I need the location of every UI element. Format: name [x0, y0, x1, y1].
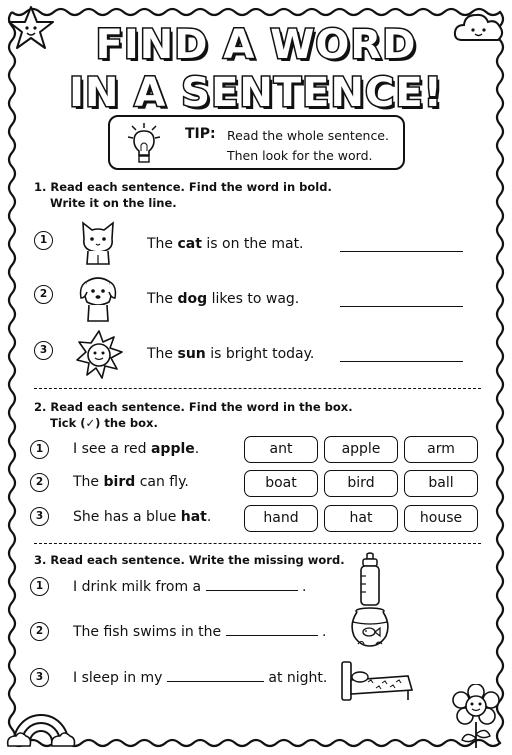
item-number: 1 [34, 231, 53, 250]
tip-line-2: Then look for the word. [227, 148, 373, 163]
tip-line-1: Read the whole sentence. [227, 128, 389, 143]
section-divider [34, 543, 481, 544]
sentence-1-3: The sun is bright today. [147, 346, 315, 362]
choice-box[interactable]: boat [244, 470, 318, 497]
tip-box [108, 115, 405, 170]
choice-box[interactable]: bird [324, 470, 398, 497]
section1-heading [34, 179, 332, 211]
sentence-3-2: The fish swims in the . [73, 624, 327, 640]
section2-heading-line-2: Tick (✓) the box. [50, 416, 158, 430]
choice-box[interactable]: hand [244, 505, 318, 532]
fill-in-blank[interactable] [226, 623, 318, 636]
choice-box[interactable]: ball [404, 470, 478, 497]
smiling-flower-icon [448, 684, 504, 750]
item-number: 1 [30, 440, 49, 459]
choice-box[interactable]: ant [244, 436, 318, 463]
tip-text [227, 126, 389, 166]
item-number: 3 [30, 668, 49, 687]
title-line-2: IN A SENTENCE! [69, 70, 443, 116]
choice-box[interactable]: arm [404, 436, 478, 463]
sentence-3-1: I drink milk from a . [73, 579, 307, 595]
sentence-2-2: The bird can fly. [73, 474, 189, 490]
section2-heading [34, 399, 353, 431]
lightbulb-icon [124, 121, 164, 165]
fishbowl-icon [348, 606, 392, 648]
section1-heading-line-2: Write it on the line. [50, 196, 177, 210]
item-number: 3 [30, 507, 49, 526]
sentence-2-1: I see a red apple. [73, 441, 200, 457]
answer-line[interactable] [340, 251, 463, 252]
cat-icon [76, 217, 120, 267]
choice-box[interactable]: hat [324, 505, 398, 532]
item-number: 3 [34, 341, 53, 360]
rainbow-icon [6, 690, 76, 750]
section3-heading: 3. Read each sentence. Write the missing word. [34, 553, 345, 567]
fill-in-blank[interactable] [206, 578, 298, 591]
bed-icon [338, 660, 416, 702]
answer-line[interactable] [340, 361, 463, 362]
section-divider [34, 388, 481, 389]
item-number: 2 [30, 622, 49, 641]
title-line-1: FIND A WORD [95, 22, 417, 68]
dog-icon [76, 272, 120, 324]
choice-box[interactable]: apple [324, 436, 398, 463]
tip-label: TIP: [185, 126, 216, 142]
section2-heading-line-1: 2. Read each sentence. Find the word in the box. [34, 400, 353, 414]
item-number: 2 [34, 285, 53, 304]
choice-box[interactable]: house [404, 505, 478, 532]
answer-line[interactable] [340, 306, 463, 307]
fill-in-blank[interactable] [167, 669, 264, 682]
sentence-1-2: The dog likes to wag. [147, 291, 300, 307]
item-number: 2 [30, 473, 49, 492]
sentence-2-3: She has a blue hat. [73, 509, 212, 525]
sentence-1-1: The cat is on the mat. [147, 236, 304, 252]
section1-heading-line-1: 1. Read each sentence. Find the word in bold. [34, 180, 332, 194]
sun-icon [74, 330, 124, 380]
sentence-3-3: I sleep in my at night. [73, 670, 328, 686]
item-number: 1 [30, 577, 49, 596]
baby-bottle-icon [355, 552, 385, 608]
